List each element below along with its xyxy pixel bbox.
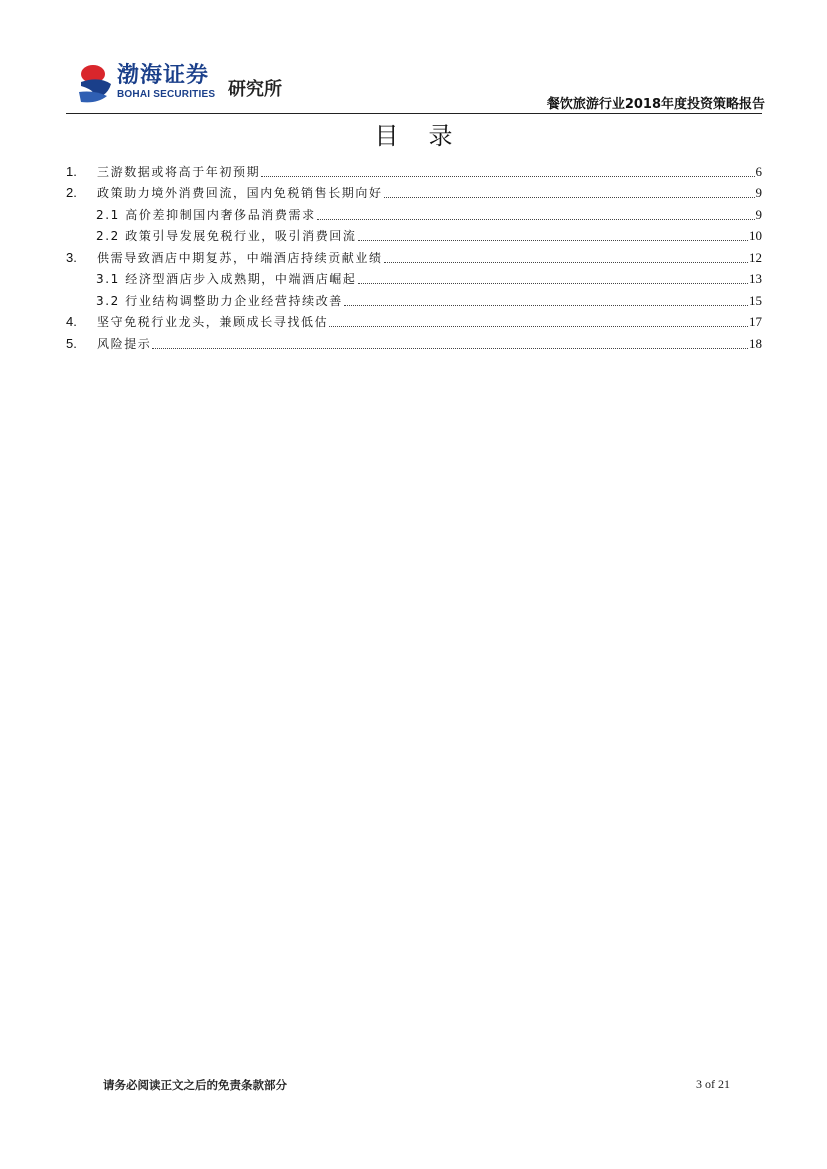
- toc-entry-title: 3.1 经济型酒店步入成熟期，中端酒店崛起: [96, 272, 357, 286]
- toc-entry-title: 坚守免税行业龙头，兼顾成长寻找低估: [97, 315, 329, 329]
- toc-entry[interactable]: [66, 309, 762, 331]
- toc-entry-number: 3.: [66, 249, 77, 265]
- toc-entry-page: 17: [749, 314, 762, 329]
- toc-dot-leader: [358, 283, 749, 284]
- toc-entry-title: 2.2 政策引导发展免税行业，吸引消费回流: [96, 229, 357, 243]
- report-title: 餐饮旅游行业2018年度投资策略报告: [546, 97, 765, 112]
- bohai-logo-mark-icon: [77, 62, 115, 104]
- toc-entry[interactable]: [66, 330, 762, 352]
- toc-dot-leader: [384, 197, 755, 198]
- table-of-contents: [66, 158, 762, 352]
- page-header: [0, 0, 827, 120]
- toc-dot-leader: [152, 348, 748, 349]
- toc-entry-page: 10: [749, 228, 762, 243]
- page-indicator: 3 of 21: [696, 1077, 730, 1091]
- toc-entry-title: 3.2 行业结构调整助力企业经营持续改善: [96, 293, 343, 308]
- toc-entry[interactable]: [66, 244, 762, 266]
- toc-title: 目录: [374, 122, 483, 150]
- toc-entry-number: 1.: [66, 163, 77, 179]
- toc-entry-number: 2.: [66, 185, 77, 200]
- toc-entry[interactable]: [66, 180, 762, 202]
- toc-entry[interactable]: [66, 158, 762, 180]
- toc-entry-number: 5.: [66, 335, 77, 351]
- toc-dot-leader: [329, 326, 748, 327]
- toc-subentry[interactable]: [66, 223, 762, 245]
- toc-entry-title: 2.1 高价差抑制国内奢侈品消费需求: [96, 207, 316, 222]
- toc-entry-page: 9: [755, 185, 762, 200]
- header-divider: [66, 113, 762, 114]
- toc-subentry[interactable]: [66, 287, 762, 309]
- toc-entry-page: 15: [749, 292, 762, 308]
- logo-department: 研究所: [228, 79, 282, 100]
- toc-dot-leader: [317, 219, 755, 220]
- toc-dot-leader: [384, 262, 748, 263]
- toc-entry-number: 4.: [66, 314, 77, 329]
- toc-entry-page: 12: [749, 249, 762, 265]
- company-logo: [77, 62, 292, 107]
- toc-entry-page: 18: [749, 335, 762, 351]
- toc-subentry[interactable]: [66, 266, 762, 288]
- toc-dot-leader: [261, 176, 754, 177]
- toc-dot-leader: [358, 240, 749, 241]
- toc-entry-title: 供需导致酒店中期复苏，中端酒店持续贡献业绩: [97, 250, 383, 265]
- toc-subentry[interactable]: [66, 201, 762, 223]
- toc-entry-page: 13: [749, 271, 762, 286]
- logo-chinese-name: 渤海证券: [117, 63, 210, 88]
- toc-entry-title: 风险提示: [97, 336, 152, 351]
- toc-entry-title: 政策助力境外消费回流，国内免税销售长期向好: [97, 186, 383, 200]
- logo-english-name: BOHAI SECURITIES: [117, 89, 216, 100]
- toc-entry-page: 6: [755, 163, 762, 179]
- toc-dot-leader: [344, 305, 748, 306]
- toc-entry-title: 三游数据或将高于年初预期: [97, 164, 261, 179]
- disclaimer-note: 请务必阅读正文之后的免责条款部分: [103, 1078, 287, 1092]
- toc-entry-page: 9: [755, 206, 762, 222]
